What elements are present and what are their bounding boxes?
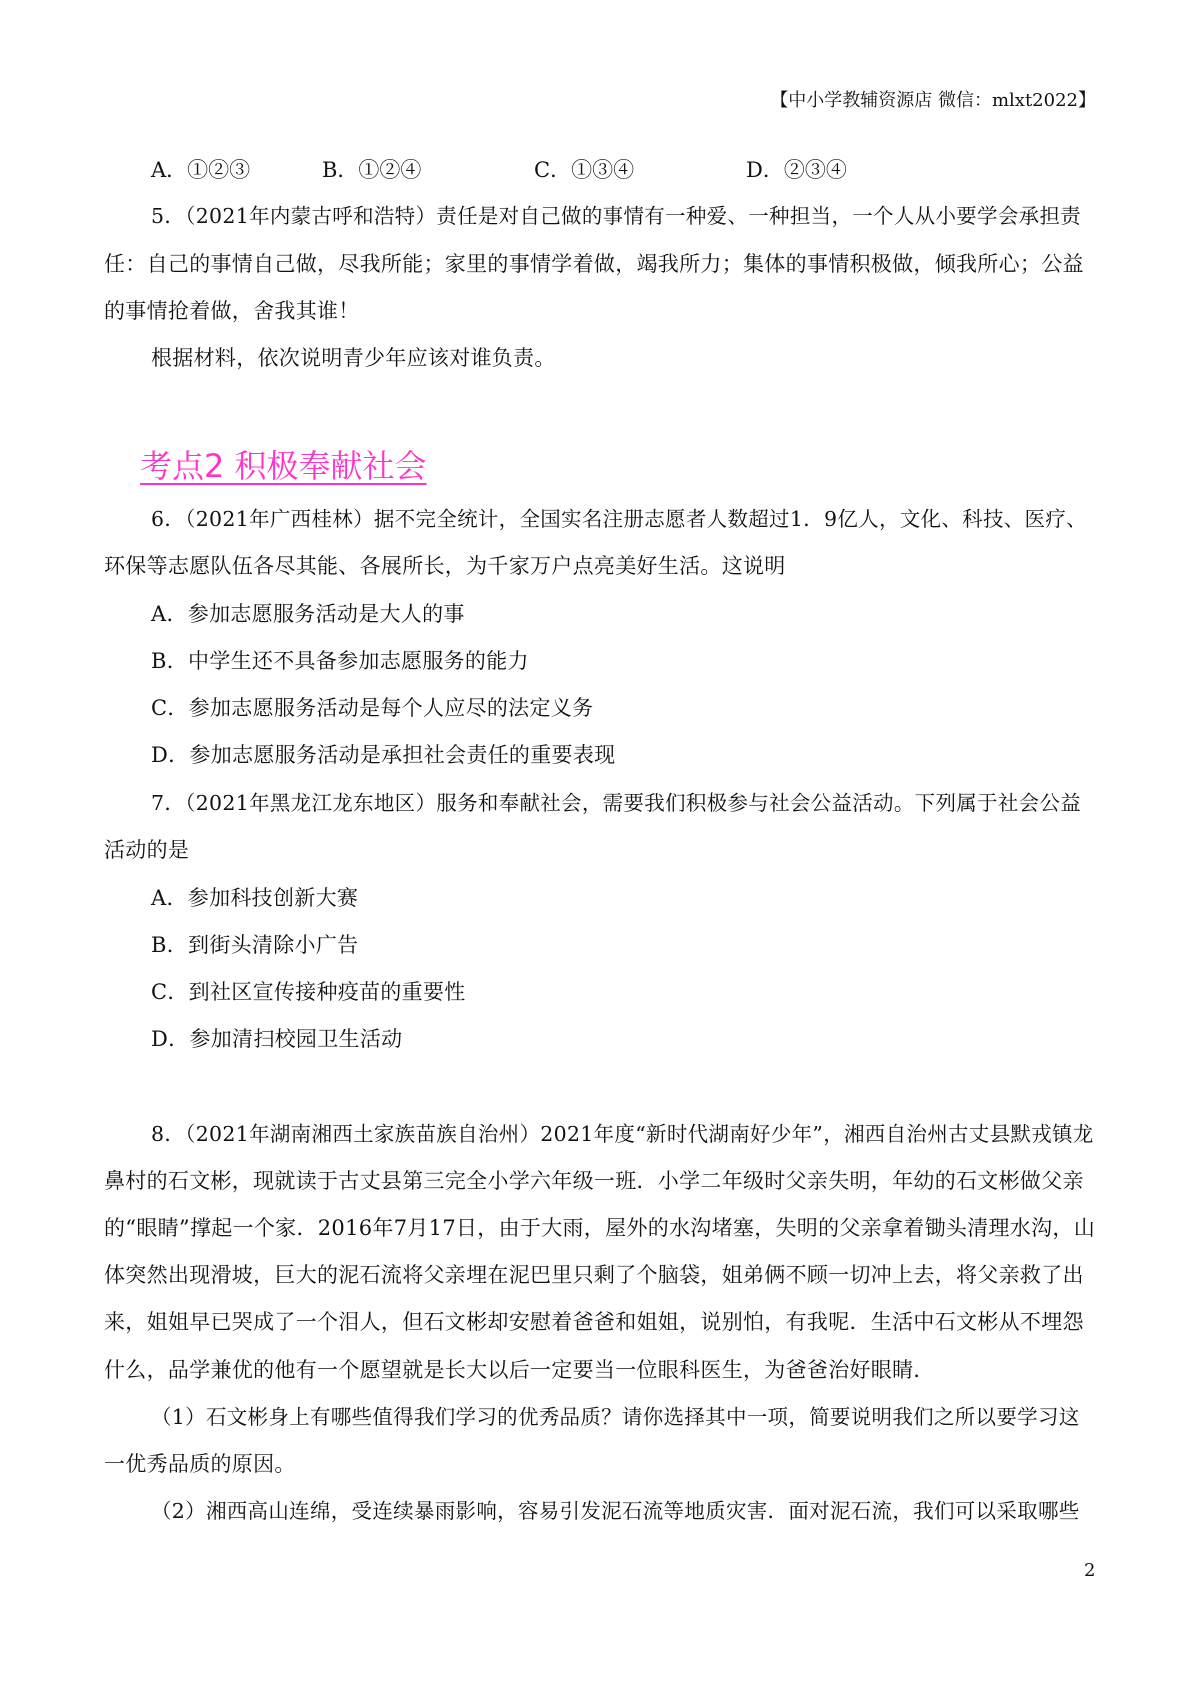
q6-line-2: 环保等志愿队伍各尽其能、各展所长，为千家万户点亮美好生活。这说明 bbox=[104, 554, 786, 578]
q7-option-d: D．参加清扫校园卫生活动 bbox=[151, 1027, 403, 1051]
q4-option-b: B．①②④ bbox=[322, 158, 422, 182]
q5-question: 根据材料，依次说明青少年应该对谁负责。 bbox=[151, 346, 556, 370]
q5-line-3: 的事情抢着做，舍我其谁！ bbox=[104, 299, 360, 323]
q6-option-d: D．参加志愿服务活动是承担社会责任的重要表现 bbox=[151, 743, 616, 767]
q5-line-2: 任：自己的事情自己做，尽我所能；家里的事情学着做，竭我所力；集体的事情积极做，倾我所心；公益 bbox=[104, 252, 1084, 276]
q4-option-a: A．①②③ bbox=[151, 158, 251, 182]
q7-option-b: B．到街头清除小广告 bbox=[151, 933, 359, 957]
q8-line-6: 什么，品学兼优的他有一个愿望就是长大以后一定要当一位眼科医生，为爸爸治好眼睛． bbox=[104, 1358, 935, 1382]
q4-option-c: C．①③④ bbox=[534, 158, 635, 182]
q8-line-1: 8．（2021年湖南湘西土家族苗族自治州）2021年度“新时代湖南好少年”，湘西自治州古丈县默戎镇龙 bbox=[151, 1122, 1094, 1146]
page-number: 2 bbox=[1084, 1560, 1096, 1581]
q7-option-a: A．参加科技创新大赛 bbox=[151, 886, 359, 910]
q6-option-b: B．中学生还不具备参加志愿服务的能力 bbox=[151, 649, 529, 673]
q6-option-a: A．参加志愿服务活动是大人的事 bbox=[151, 602, 465, 626]
q8-line-5: 来，姐姐早已哭成了一个泪人，但石文彬却安慰着爸爸和姐姐，说别怕，有我呢．生活中石文彬从不埋怨 bbox=[104, 1310, 1084, 1334]
q8-sub1-line-2: 一优秀品质的原因。 bbox=[104, 1452, 296, 1476]
q6-line-1: 6．（2021年广西桂林）据不完全统计，全国实名注册志愿者人数超过1．9亿人，文化、科技、医疗、 bbox=[151, 507, 1087, 531]
q8-sub2-line-1: （2）湘西高山连绵，受连续暴雨影响，容易引发泥石流等地质灾害．面对泥石流，我们可以采取哪些 bbox=[151, 1499, 1080, 1523]
q8-sub1-line-1: （1）石文彬身上有哪些值得我们学习的优秀品质？请你选择其中一项，简要说明我们之所以要学习这 bbox=[151, 1405, 1080, 1429]
q7-option-c: C．到社区宣传接种疫苗的重要性 bbox=[151, 980, 466, 1004]
q8-line-4: 体突然出现滑坡，巨大的泥石流将父亲埋在泥巴里只剩了个脑袋，姐弟俩不顾一切冲上去，将父亲救了出 bbox=[104, 1263, 1084, 1287]
section-title: 考点2 积极奉献社会 bbox=[140, 447, 427, 485]
q6-option-c: C．参加志愿服务活动是每个人应尽的法定义务 bbox=[151, 696, 594, 720]
q8-line-3: 的“眼睛”撑起一个家．2016年7月17日，由于大雨，屋外的水沟堵塞，失明的父亲拿着锄头清理水沟，山 bbox=[104, 1216, 1095, 1240]
q8-line-2: 鼻村的石文彬，现就读于古丈县第三完全小学六年级一班．小学二年级时父亲失明，年幼的石文彬做父亲 bbox=[104, 1169, 1084, 1193]
document-header: 【中小学教辅资源店 微信：mlxt2022】 bbox=[770, 90, 1096, 111]
q5-line-1: 5．（2021年内蒙古呼和浩特）责任是对自己做的事情有一种爱、一种担当，一个人从小要学会承担责 bbox=[151, 204, 1082, 228]
q7-line-1: 7．（2021年黑龙江龙东地区）服务和奉献社会，需要我们积极参与社会公益活动。下列属于社会公益 bbox=[151, 791, 1082, 815]
q4-option-d: D．②③④ bbox=[746, 158, 847, 182]
q7-line-2: 活动的是 bbox=[104, 838, 190, 862]
